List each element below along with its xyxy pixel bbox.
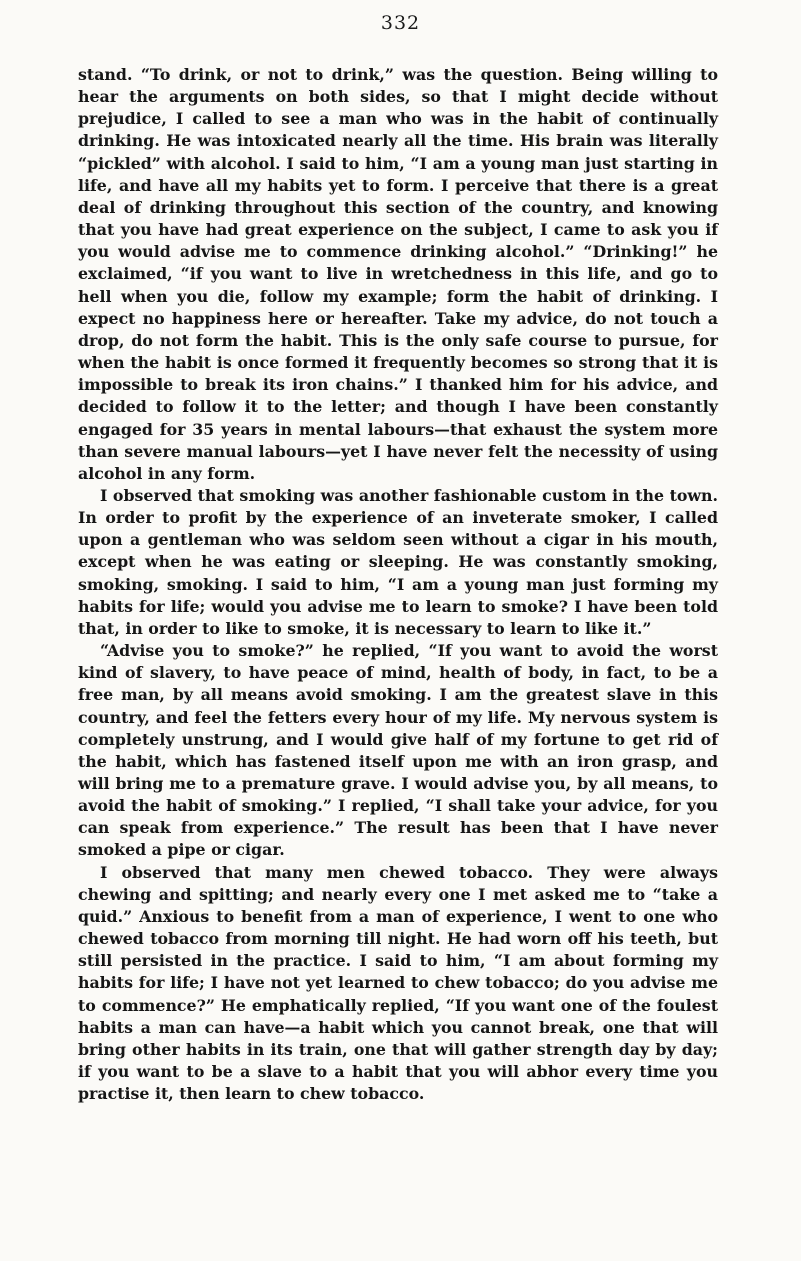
body-text — [78, 64, 718, 1105]
paragraph-smoking: I observed that smoking was another fashionable custom in the town. In order to profit by the experience of an inveterate smoker, I called upon a gentleman who was seldom seen without a cigar in his mouth, except when he was eating or sleeping. He was constantly smoking, smoking, smoking. I said to him, “I am a young man just forming my habits for life; would you advise me to learn to smoke? I have been told that, in order to like to smoke, it is necessary to learn to like it.” — [78, 485, 718, 638]
paragraph-smoking-advice: “Advise you to smoke?” he replied, “If you want to avoid the worst kind of slavery, to have peace of mind, health of body, in fact, to be a free man, by all means avoid smoking. I am the greatest slave in this country, and feel the fetters every hour of my life. My nervous system is completely unstrung, and I would give half of my fortune to get rid of the habit, which has fastened itself upon me with an iron grasp, and will bring me to a premature grave. I would advise you, by all means, to avoid the habit of smoking.” I replied, “I shall take your advice, for you can speak from experience.” The result has been that I have never smoked a pipe or cigar. — [78, 641, 718, 860]
page-number: 332 — [380, 12, 421, 34]
paragraph-alcohol: stand. “To drink, or not to drink,” was the question. Being willing to hear the arguments on both sides, so that I might decide without prejudice, I called to see a man who was in the habit of continually drinking. He was intoxicated nearly all the time. His brain was literally “pickled” with alcohol. I said to him, “I am a young man just starting in life, and have all my habits yet to form. I perceive that there is a great deal of drinking throughout this section of the country, and knowing that you have had great experience on the subject, I came to ask you if you would advise me to commence drinking alcohol.” “Drinking!” he exclaimed, “if you want to live in wretchedness in this life, and go to hell when you die, follow my example; form the habit of drinking. I expect no happiness here or hereafter. Take my advice, do not touch a drop, do not form the habit. This is the only safe course to pursue, for when the habit is once formed it frequently becomes so strong that it is impossible to break its iron chains.” I thanked him for his advice, and decided to follow it to the letter; and though I have been constantly engaged for 35 years in mental labours—that exhaust the system more than severe manual labours—yet I have never felt the necessity of using alcohol in any form. — [78, 65, 718, 483]
paragraph-chewing-tobacco: I observed that many men chewed tobacco. They were always chewing and spitting; and nearly every one I met asked me to “take a quid.” Anxious to benefit from a man of experience, I went to one who chewed tobacco from morning till night. He had worn off his teeth, but still persisted in the practice. I said to him, “I am about forming my habits for life; I have not yet learned to chew tobacco; do you advise me to commence?” He emphatically replied, “If you want one of the foulest habits a man can have—a habit which you cannot break, one that will bring other habits in its train, one that will gather strength day by day; if you want to be a slave to a habit that you will abhor every time you practise it, then learn to chew tobacco. — [78, 862, 718, 1104]
